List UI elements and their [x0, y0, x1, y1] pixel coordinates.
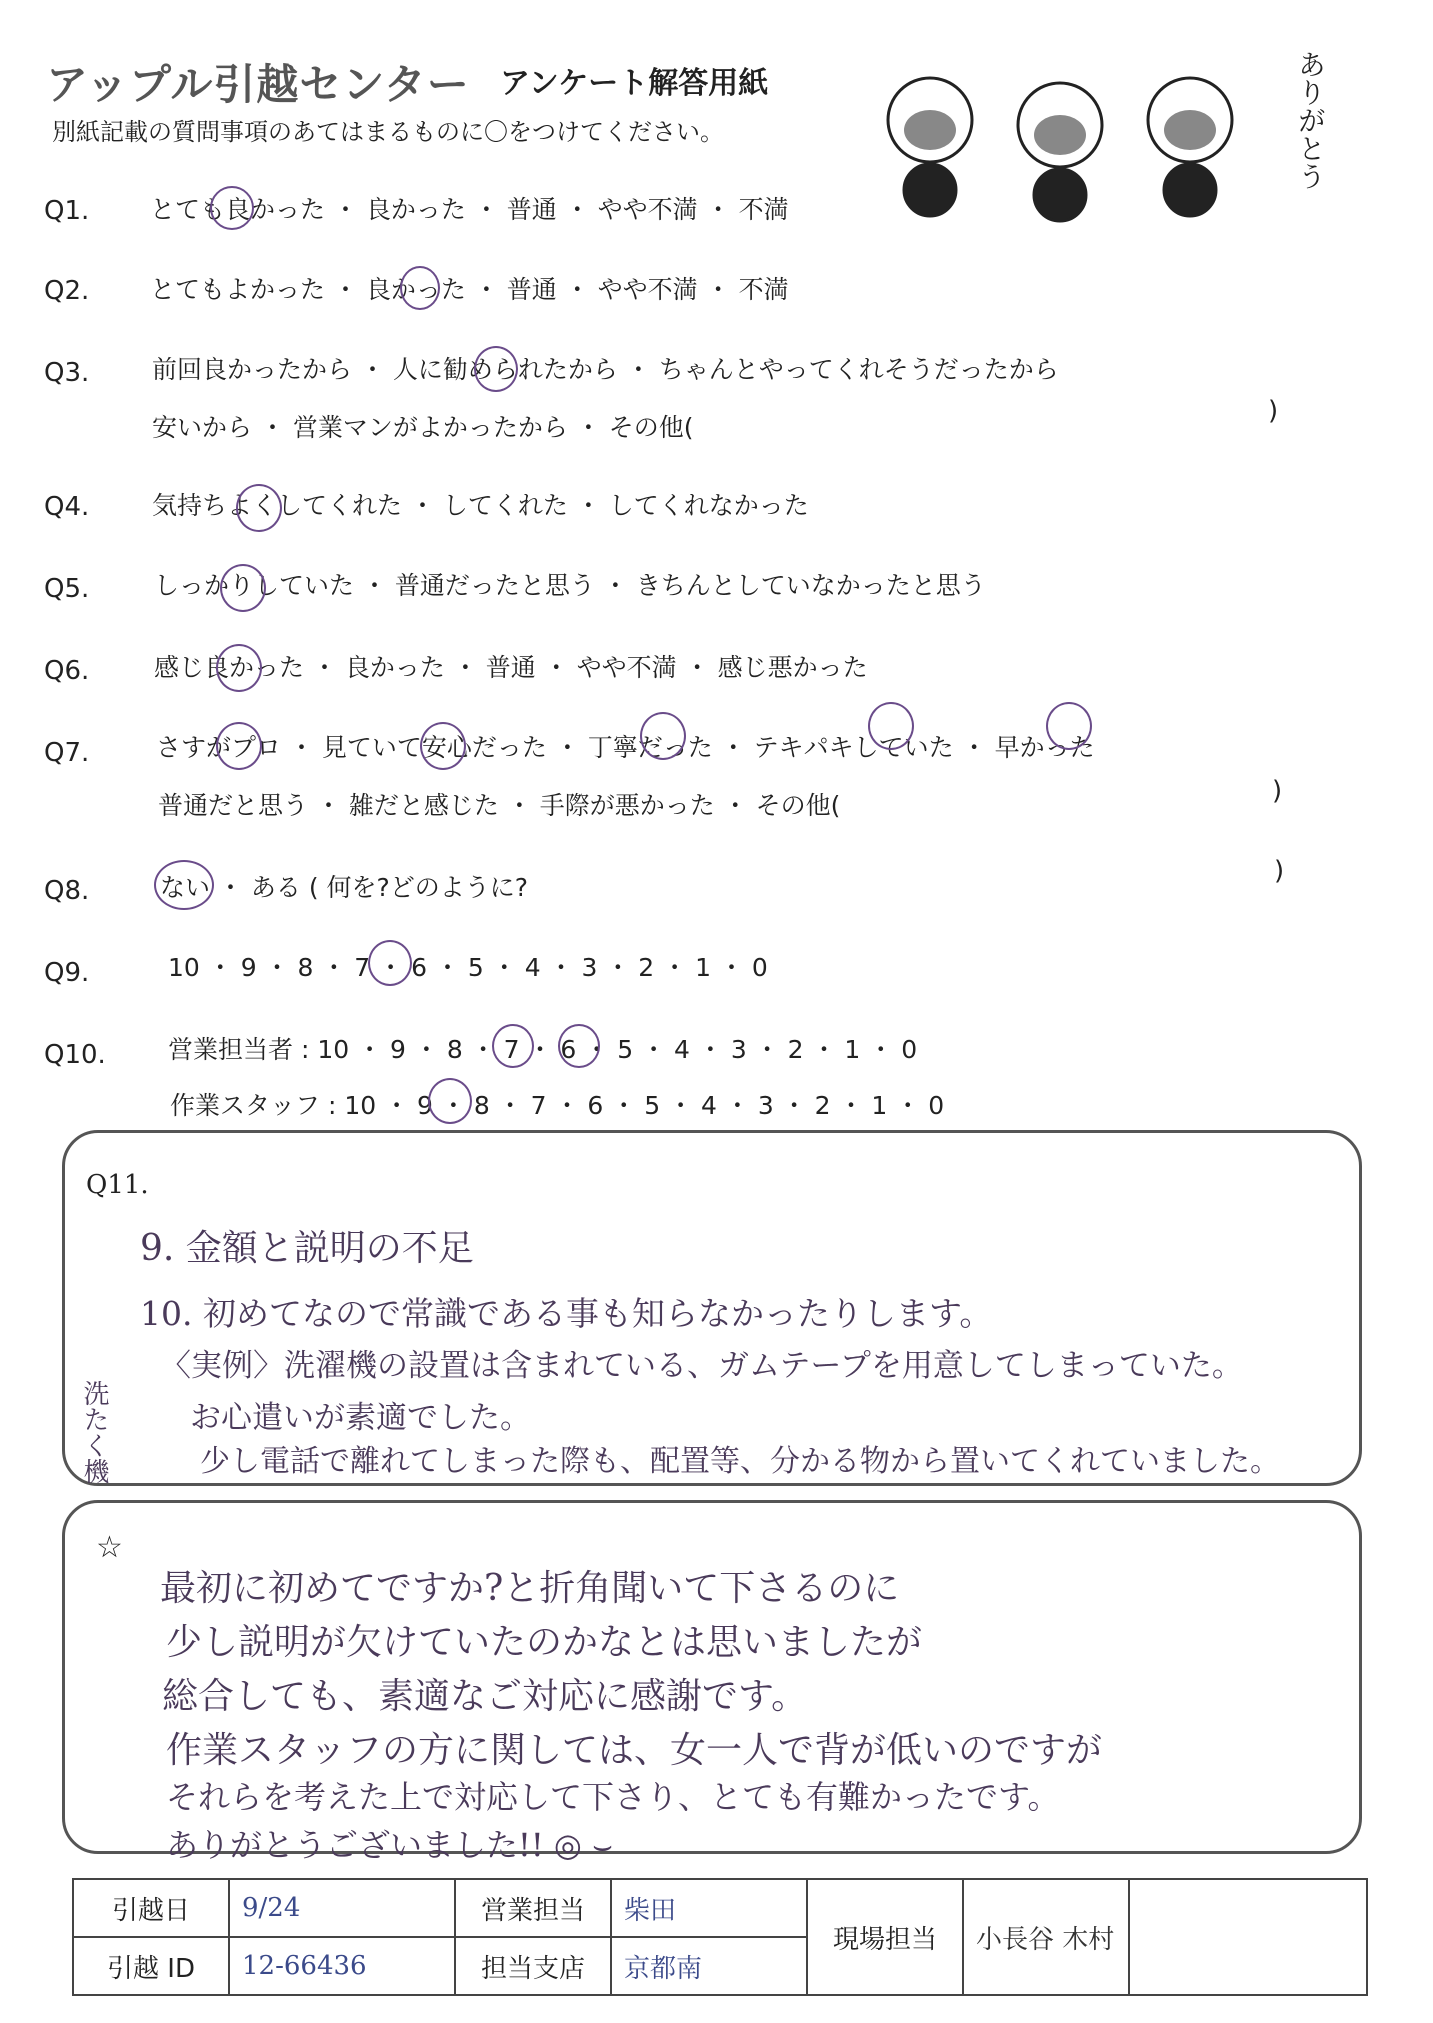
answer-circle [216, 722, 262, 770]
sales-value: 柴田 [611, 1879, 807, 1937]
thanks-text: ありがとう [1294, 50, 1327, 190]
q2-options: とてもよかった ・ 良かった ・ 普通 ・ やや不満 ・ 不満 [150, 275, 789, 304]
branch-value: 京都南 [611, 1937, 807, 1995]
answer-circle [474, 346, 518, 392]
empty-cell [1129, 1879, 1367, 1995]
answer-circle [368, 940, 412, 986]
answer-circle [154, 860, 214, 910]
comment-line: 少し説明が欠けていたのかなとは思いましたが [166, 1622, 923, 1663]
comment-line: ありがとうございました!! ◎ ⌣ [166, 1826, 614, 1864]
q3-options-line1: 前回良かったから ・ 人に勧められたから ・ ちゃんとやってくれそうだったから [152, 355, 1059, 384]
page-subtitle: アンケート解答用紙 [500, 66, 769, 101]
answer-circle [428, 1078, 472, 1124]
answer-circle [236, 484, 282, 532]
q5-options: しっかりしていた ・ 普通だったと思う ・ きちんとしていなかったと思う [154, 571, 986, 600]
branch-label: 担当支店 [455, 1937, 611, 1995]
q10-label: Q10. [44, 1040, 106, 1070]
comment-line: それらを考えた上で対応して下さり、とても有難かったです。 [166, 1778, 1060, 1816]
page-title: アップル引越センター [46, 60, 470, 109]
star-icon: ☆ [96, 1530, 123, 1565]
mascot-illustration [860, 40, 1340, 230]
site-value: 小長谷 木村 [963, 1879, 1129, 1995]
move-date-label: 引越日 [73, 1879, 229, 1937]
q8-options: ない ・ ある ( 何を?どのように? [160, 873, 529, 902]
comment-line: 総合しても、素適なご対応に感謝です。 [162, 1676, 808, 1717]
q11-line: お心遣いが素適でした。 [190, 1400, 531, 1436]
q9-scale: 10 ・ 9 ・ 8 ・ 7 ・ 6 ・ 5 ・ 4 ・ 3 ・ 2 ・ 1 ・ 0 [168, 953, 768, 982]
answer-circle [216, 644, 262, 692]
q3-paren-close: ) [1268, 396, 1279, 426]
q3-label: Q3. [44, 358, 90, 388]
q3-options-line2: 安いから ・ 営業マンがよかったから ・ その他( [152, 413, 694, 442]
answer-circle [868, 702, 914, 750]
q1-options: とても良かった ・ 良かった ・ 普通 ・ やや不満 ・ 不満 [150, 195, 789, 224]
comment-line: 作業スタッフの方に関しては、女一人で背が低いのですが [166, 1730, 1103, 1771]
q9-label: Q9. [44, 958, 90, 988]
site-label: 現場担当 [807, 1879, 963, 1995]
answer-circle [492, 1024, 534, 1068]
instruction-text: 別紙記載の質問事項のあてはまるものに〇をつけてください。 [52, 118, 724, 146]
move-id-label: 引越 ID [73, 1937, 229, 1995]
move-id-value: 12-66436 [229, 1937, 455, 1995]
sales-label: 営業担当 [455, 1879, 611, 1937]
q10-sales-scale: 営業担当者 : 10 ・ 9 ・ 8 ・ 7 ・ 6 ・ 5 ・ 4 ・ 3 ・ 2 ・ 1 ・ 0 [168, 1035, 918, 1064]
move-date-value: 9/24 [229, 1879, 455, 1937]
answer-circle [1046, 702, 1092, 750]
answer-circle [420, 722, 466, 770]
footer-table [72, 1878, 1368, 1996]
answer-circle [400, 266, 440, 310]
q7-paren-close: ) [1272, 776, 1283, 806]
q11-line: 9. 金額と説明の不足 [140, 1228, 474, 1269]
q4-options: 気持ちよくしてくれた ・ してくれた ・ してくれなかった [152, 491, 809, 520]
comment-line: 最初に初めてですか?と折角聞いて下さるのに [160, 1568, 900, 1609]
q8-label: Q8. [44, 876, 90, 906]
answer-circle [210, 186, 254, 230]
q11-line: 少し電話で離れてしまった際も、配置等、分かる物から置いてくれていました。 [200, 1444, 1280, 1479]
answer-circle [640, 712, 686, 760]
q4-label: Q4. [44, 492, 90, 522]
q11-line: 〈実例〉洗濯機の設置は含まれている、ガムテープを用意してしまっていた。 [160, 1348, 1243, 1384]
q7-label: Q7. [44, 738, 90, 768]
q7-options-line2: 普通だと思う ・ 雑だと感じた ・ 手際が悪かった ・ その他( [158, 791, 841, 820]
q11-line: 10. 初めてなので常識である事も知らなかったりします。 [140, 1294, 993, 1333]
q10-staff-scale: 作業スタッフ : 10 ・ 9 ・ 8 ・ 7 ・ 6 ・ 5 ・ 4 ・ 3 ・ 2 ・ 1 ・ 0 [170, 1091, 945, 1120]
q6-label: Q6. [44, 656, 90, 686]
q5-label: Q5. [44, 574, 90, 604]
q6-options: 感じ良かった ・ 良かった ・ 普通 ・ やや不満 ・ 感じ悪かった [154, 653, 868, 682]
answer-circle [220, 564, 266, 612]
answer-circle [558, 1024, 600, 1068]
q11-margin-note: 洗たく機 [79, 1380, 109, 1484]
q11-label: Q11. [86, 1170, 149, 1200]
q7-options-line1: さすがプロ ・ 見ていて安心だった ・ 丁寧だった ・ テキパキしていた ・ 早かった [156, 733, 1095, 762]
q1-label: Q1. [44, 196, 90, 226]
q2-label: Q2. [44, 276, 90, 306]
q8-paren-close: ) [1274, 856, 1285, 886]
